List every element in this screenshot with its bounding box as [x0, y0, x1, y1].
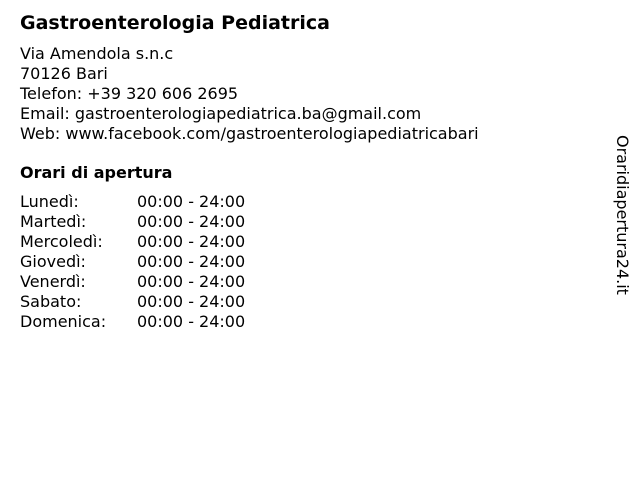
web-line: Web: www.facebook.com/gastroenterologiapediatricabari: [20, 124, 479, 143]
time-range: 00:00 - 24:00: [137, 252, 246, 271]
time-range: 00:00 - 24:00: [137, 312, 246, 331]
day-label: Giovedì:: [20, 252, 86, 271]
hours-row-friday: [20, 272, 600, 292]
email-line: Email: gastroenterologiapediatrica.ba@gmail.com: [20, 104, 422, 123]
address-city: 70126 Bari: [20, 64, 108, 83]
phone-line: Telefon: +39 320 606 2695: [20, 84, 239, 103]
hours-row-monday: [20, 192, 600, 212]
time-range: 00:00 - 24:00: [137, 232, 246, 251]
hours-row-thursday: [20, 252, 600, 272]
day-label: Mercoledì:: [20, 232, 103, 251]
site-watermark: Oraridiapertura24.it: [613, 135, 632, 295]
hours-row-wednesday: [20, 232, 600, 252]
day-label: Martedì:: [20, 212, 87, 231]
time-range: 00:00 - 24:00: [137, 292, 246, 311]
hours-heading: Orari di apertura: [20, 163, 173, 182]
day-label: Lunedì:: [20, 192, 79, 211]
day-label: Venerdì:: [20, 272, 86, 291]
day-label: Sabato:: [20, 292, 82, 311]
time-range: 00:00 - 24:00: [137, 272, 246, 291]
contact-info: [20, 44, 600, 144]
hours-row-sunday: [20, 312, 600, 332]
time-range: 00:00 - 24:00: [137, 192, 246, 211]
business-name: Gastroenterologia Pediatrica: [20, 12, 330, 34]
day-label: Domenica:: [20, 312, 107, 331]
time-range: 00:00 - 24:00: [137, 212, 246, 231]
hours-row-saturday: [20, 292, 600, 312]
opening-hours-list: [20, 192, 600, 332]
address-street: Via Amendola s.n.c: [20, 44, 174, 63]
hours-row-tuesday: [20, 212, 600, 232]
business-card: [20, 10, 600, 332]
